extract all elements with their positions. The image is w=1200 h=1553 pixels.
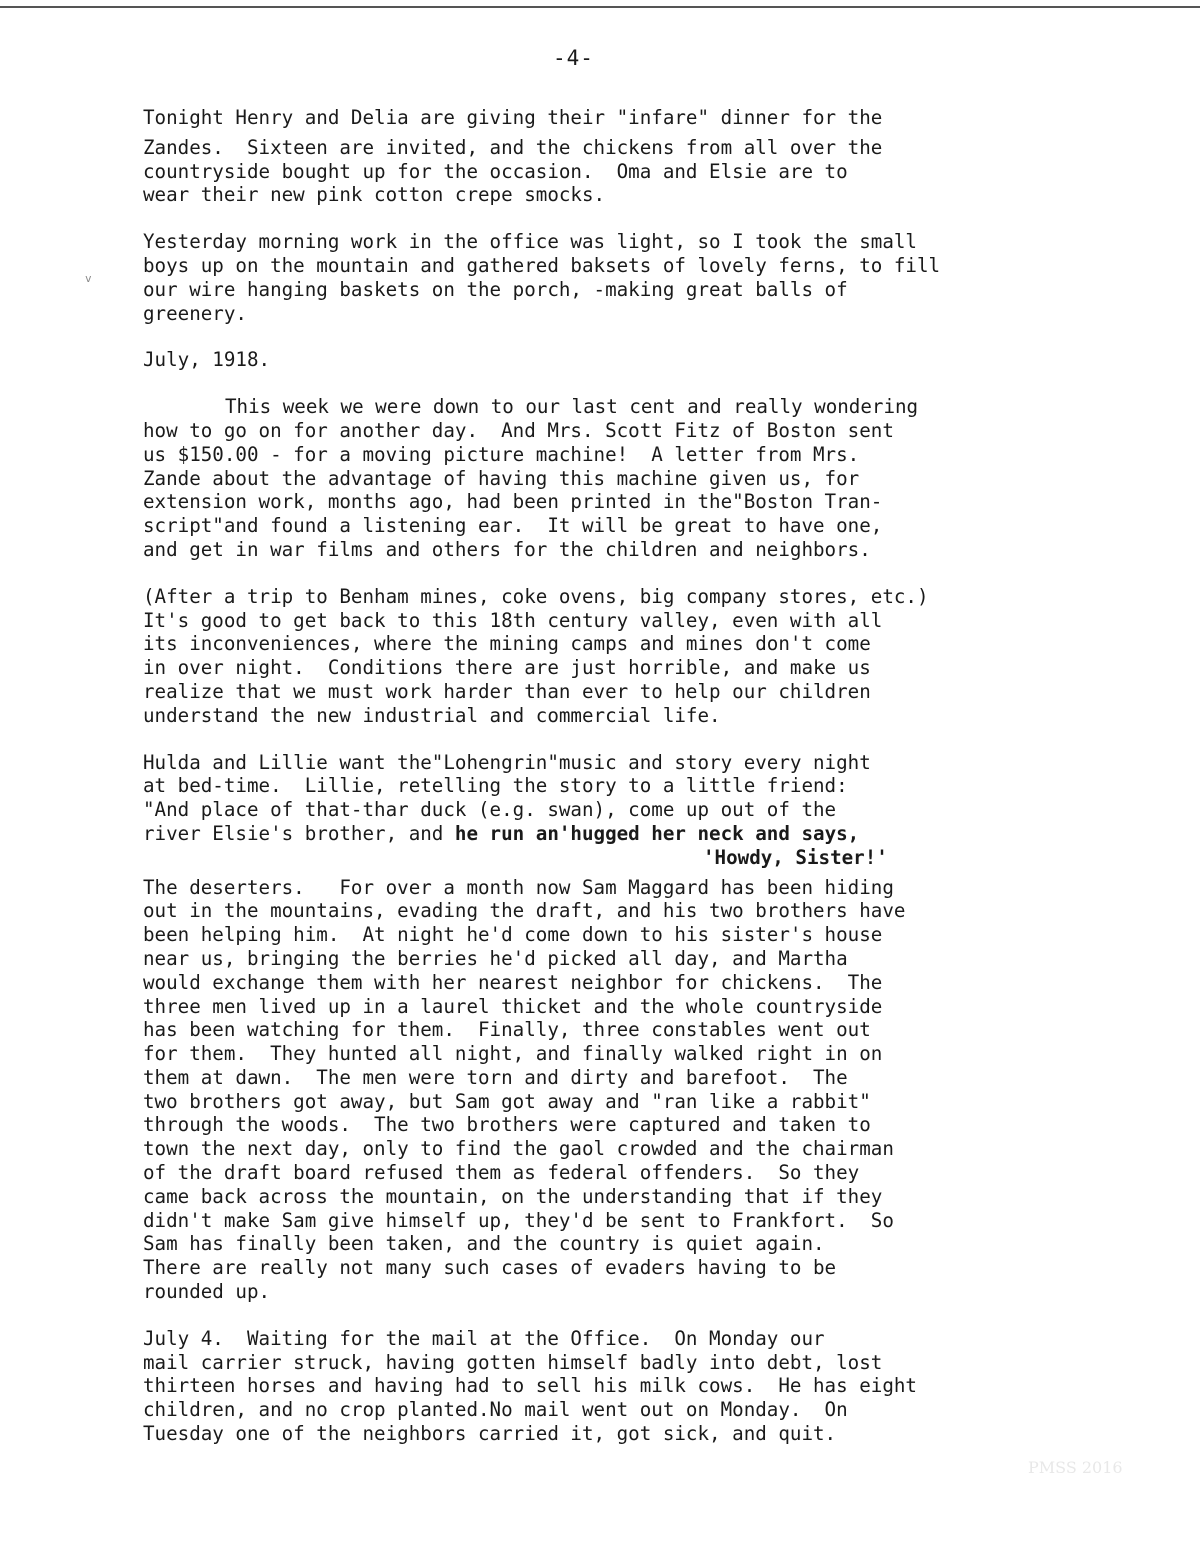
paragraph-lohengrin — [143, 751, 1143, 870]
text-line: script"and found a listening ear. It will be great to have one, — [143, 514, 883, 538]
text-line: It's good to get back to this 18th century valley, even with all — [143, 608, 883, 632]
paragraph-benham-mines — [143, 585, 1143, 728]
text-line: us $150.00 - for a moving picture machine! A letter from Mrs. — [143, 442, 860, 466]
paragraph-infare-dinner — [143, 106, 1143, 207]
text-line: through the woods. The two brothers were captured and taken to — [143, 1113, 871, 1137]
text-line: children, and no crop planted.No mail went out on Monday. On — [143, 1398, 848, 1422]
margin-mark: v — [85, 272, 92, 285]
paragraph-july-4-mail — [143, 1327, 1143, 1446]
text-line: at bed-time. Lillie, retelling the story to a little friend: — [143, 774, 848, 798]
text-line: "And place of that-thar duck (e.g. swan), come up out of the — [143, 798, 837, 822]
text-line: came back across the mountain, on the understanding that if they — [143, 1184, 883, 1208]
text-line: understand the new industrial and commercial life. — [143, 703, 721, 727]
text-line: thirteen horses and having had to sell his milk cows. He has eight — [143, 1374, 917, 1398]
text-line: extension work, months ago, had been printed in the"Boston Tran- — [143, 490, 883, 514]
text-line: The deserters. For over a month now Sam Maggard has been hiding — [143, 875, 894, 899]
page-number: -4- — [553, 46, 594, 70]
text-line: has been watching for them. Finally, three constables went out — [143, 1018, 871, 1042]
text-line: wear their new pink cotton crepe smocks. — [143, 183, 606, 207]
text-line: greenery. — [143, 301, 247, 325]
text-line: out in the mountains, evading the draft, and his two brothers have — [143, 899, 906, 923]
text-line: July, 1918. — [143, 348, 271, 372]
archive-watermark: PMSS 2016 — [1028, 1458, 1123, 1477]
paragraph-ferns — [143, 230, 1143, 325]
text-line: Hulda and Lillie want the"Lohengrin"music and story every night — [143, 750, 871, 774]
text-plain: river Elsie's brother, and — [143, 821, 455, 845]
text-line: didn't make Sam give himself up, they'd be sent to Frankfort. So — [143, 1208, 894, 1232]
text-line: its inconveniences, where the mining camps and mines don't come — [143, 632, 871, 656]
text-line: Zande about the advantage of having this machine given us, for — [143, 466, 860, 490]
text-line: town the next day, only to find the gaol crowded and the chairman — [143, 1137, 894, 1161]
text-line: Yesterday morning work in the office was light, so I took the small — [143, 230, 917, 254]
document-body — [143, 106, 1143, 1469]
text-line: boys up on the mountain and gathered baksets of lovely ferns, to fill — [143, 253, 941, 277]
text-line: There are really not many such cases of evaders having to be — [143, 1256, 837, 1280]
text-line: three men lived up in a laurel thicket and the whole countryside — [143, 994, 883, 1018]
text-bold: he run an'hugged her neck and says, — [454, 821, 860, 845]
text-line: how to go on for another day. And Mrs. Scott Fitz of Boston sent — [143, 418, 894, 442]
text-line: This week we were down to our last cent and really wondering — [225, 395, 919, 419]
text-line: two brothers got away, but Sam got away and "ran like a rabbit" — [143, 1089, 871, 1113]
quote-howdy-sister: 'Howdy, Sister!' — [703, 845, 888, 869]
text-line: (After a trip to Benham mines, coke ovens, big company stores, etc.) — [143, 584, 929, 608]
text-line: realize that we must work harder than ever to help our children — [143, 679, 871, 703]
text-line-mixed — [143, 822, 1143, 846]
text-line: and get in war films and others for the children and neighbors. — [143, 537, 871, 561]
text-line: of the draft board refused them as federal offenders. So they — [143, 1161, 860, 1185]
text-line: for them. They hunted all night, and finally walked right in on — [143, 1042, 883, 1066]
text-line: in over night. Conditions there are just horrible, and make us — [143, 656, 871, 680]
text-line: mail carrier struck, having gotten himself badly into debt, lost — [143, 1350, 883, 1374]
paragraph-moving-picture-machine — [143, 395, 1143, 562]
text-line: Tuesday one of the neighbors carried it, got sick, and quit. — [143, 1422, 837, 1446]
text-line: been helping him. At night he'd come down to his sister's house — [143, 923, 883, 947]
text-line: Sam has finally been taken, and the country is quiet again. — [143, 1232, 825, 1256]
text-line: Tonight Henry and Delia are giving their "infare" dinner for the — [143, 106, 883, 129]
text-line: them at dawn. The men were torn and dirty and barefoot. The — [143, 1065, 848, 1089]
text-line: Zandes. Sixteen are invited, and the chickens from all over the — [143, 135, 883, 159]
top-border-rule — [0, 6, 1200, 8]
text-line: near us, bringing the berries he'd picked all day, and Martha — [143, 946, 848, 970]
text-line: July 4. Waiting for the mail at the Office. On Monday our — [143, 1326, 825, 1350]
text-line: countryside bought up for the occasion. Oma and Elsie are to — [143, 159, 848, 183]
text-line: would exchange them with her nearest neighbor for chickens. The — [143, 970, 883, 994]
text-line: rounded up. — [143, 1280, 271, 1304]
text-line: our wire hanging baskets on the porch, -making great balls of — [143, 277, 848, 301]
paragraph-deserters — [143, 876, 1143, 1304]
date-heading-july-1918 — [143, 348, 1143, 372]
